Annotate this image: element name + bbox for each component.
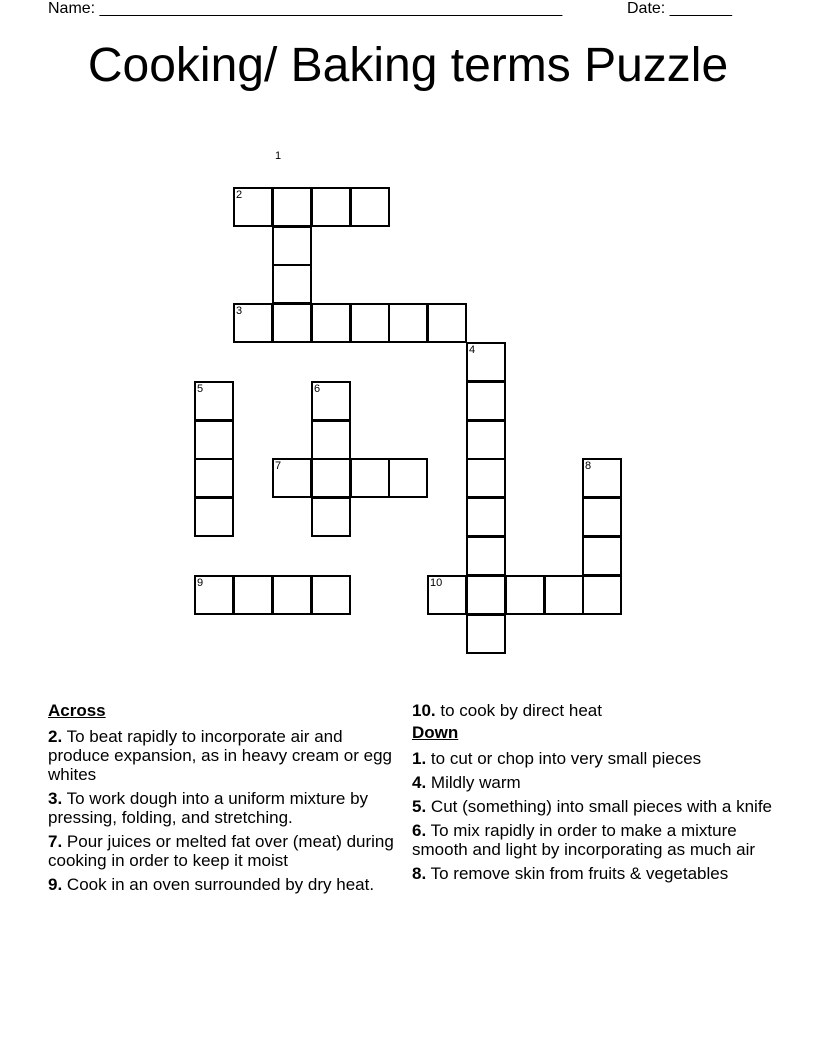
clue-text: To beat rapidly to incorporate air and produce expansion, as in heavy cream or egg whites bbox=[48, 727, 392, 784]
clue-number: 3. bbox=[48, 789, 63, 808]
clue-number: 5. bbox=[412, 797, 427, 816]
date-field: Date: _______ bbox=[627, 0, 732, 17]
clue-text: to cook by direct heat bbox=[440, 701, 602, 720]
clue-text: To mix rapidly in order to make a mixture smooth and light by incorporating as much air bbox=[412, 821, 756, 859]
crossword-cell[interactable] bbox=[311, 497, 351, 537]
clue-number-label: 4 bbox=[469, 344, 476, 356]
clue-number-label: 3 bbox=[236, 305, 243, 317]
page-title: Cooking/ Baking terms Puzzle bbox=[87, 39, 729, 92]
clue-across-9 bbox=[48, 875, 398, 894]
crossword-cell[interactable] bbox=[194, 420, 234, 460]
clue-text: Cook in an oven surrounded by dry heat. bbox=[66, 875, 375, 894]
clue-number-label: 9 bbox=[197, 577, 204, 589]
crossword-cell[interactable] bbox=[544, 575, 584, 615]
crossword-cell[interactable] bbox=[466, 497, 506, 537]
crossword-cell[interactable] bbox=[350, 303, 390, 343]
clue-number-label: 6 bbox=[314, 383, 321, 395]
clue-across-10 bbox=[412, 701, 782, 720]
clue-text: Cut (something) into small pieces with a knife bbox=[430, 797, 773, 816]
clue-number-label: 7 bbox=[275, 460, 282, 472]
crossword-cell[interactable] bbox=[466, 381, 506, 421]
clue-number: 1. bbox=[412, 749, 427, 768]
clues-right-column bbox=[412, 701, 782, 888]
crossword-cell[interactable] bbox=[505, 575, 545, 615]
crossword-cell[interactable] bbox=[466, 575, 506, 615]
across-heading: Across bbox=[48, 701, 106, 720]
crossword-cell[interactable] bbox=[388, 303, 428, 343]
crossword-cell[interactable] bbox=[272, 226, 312, 266]
crossword-cell[interactable] bbox=[311, 458, 351, 498]
clue-down-1 bbox=[412, 749, 782, 768]
clue-across-2 bbox=[48, 727, 398, 784]
clue-down-8 bbox=[412, 864, 782, 883]
clue-number: 2. bbox=[48, 727, 63, 746]
crossword-cell[interactable] bbox=[582, 575, 622, 615]
clue-number: 4. bbox=[412, 773, 427, 792]
down-heading: Down bbox=[412, 723, 459, 742]
crossword-cell[interactable] bbox=[388, 458, 428, 498]
crossword-cell[interactable] bbox=[311, 303, 351, 343]
crossword-cell[interactable] bbox=[194, 458, 234, 498]
clue-number-label: 10 bbox=[430, 577, 443, 589]
crossword-cell[interactable] bbox=[466, 420, 506, 460]
clues-left-column bbox=[48, 701, 398, 899]
name-field: Name: ____________________________________________________ bbox=[48, 0, 563, 17]
clue-text: To remove skin from fruits & vegetables bbox=[430, 864, 729, 883]
clue-number-label: 1 bbox=[275, 150, 282, 162]
crossword-cell[interactable] bbox=[311, 187, 351, 227]
clue-number: 8. bbox=[412, 864, 427, 883]
crossword-cell[interactable] bbox=[311, 420, 351, 460]
clue-across-3 bbox=[48, 789, 398, 827]
clue-number-label: 2 bbox=[236, 189, 243, 201]
clue-number: 6. bbox=[412, 821, 427, 840]
clue-number: 9. bbox=[48, 875, 63, 894]
clue-down-5 bbox=[412, 797, 782, 816]
clue-number: 7. bbox=[48, 832, 63, 851]
crossword-cell[interactable] bbox=[466, 458, 506, 498]
crossword-cell[interactable] bbox=[272, 303, 312, 343]
crossword-cell[interactable] bbox=[350, 458, 390, 498]
clue-number: 10. bbox=[412, 701, 436, 720]
crossword-cell[interactable] bbox=[272, 264, 312, 304]
crossword-cell[interactable] bbox=[311, 575, 351, 615]
crossword-cell[interactable] bbox=[466, 536, 506, 576]
crossword-cell[interactable] bbox=[466, 614, 506, 654]
crossword-cell[interactable] bbox=[233, 575, 273, 615]
clue-text: To work dough into a uniform mixture by pressing, folding, and stretching. bbox=[48, 789, 369, 827]
crossword-cell[interactable] bbox=[582, 536, 622, 576]
crossword-cell[interactable] bbox=[582, 497, 622, 537]
crossword-cell[interactable] bbox=[272, 575, 312, 615]
clue-text: to cut or chop into very small pieces bbox=[430, 749, 702, 768]
clue-down-6 bbox=[412, 821, 782, 859]
clue-text: Mildly warm bbox=[430, 773, 521, 792]
crossword-cell[interactable] bbox=[272, 187, 312, 227]
clue-down-4 bbox=[412, 773, 782, 792]
clue-text: Pour juices or melted fat over (meat) during cooking in order to keep it moist bbox=[48, 832, 394, 870]
clue-across-7 bbox=[48, 832, 398, 870]
crossword-cell[interactable] bbox=[350, 187, 390, 227]
crossword-cell[interactable] bbox=[427, 303, 467, 343]
clue-number-label: 5 bbox=[197, 383, 204, 395]
crossword-cell[interactable] bbox=[194, 497, 234, 537]
clue-number-label: 8 bbox=[585, 460, 592, 472]
